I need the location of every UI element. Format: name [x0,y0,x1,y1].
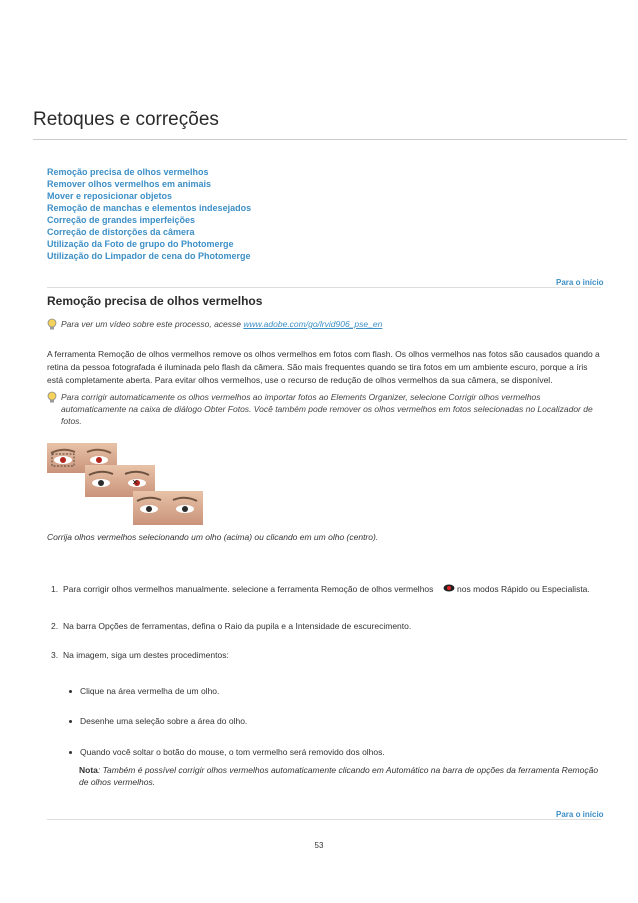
video-tip-link[interactable]: www.adobe.com/go/lrvid906_pse_en [243,319,383,329]
toc-link-large-imperfections[interactable]: Correção de grandes imperfeições [47,215,196,225]
section-divider [47,287,601,288]
list-item-text: Clique na área vermelha de um olho. [80,686,220,696]
step-text: Para corrigir olhos vermelhos manualmente. selecione a ferramenta Remoção de olhos vermelhos [63,584,434,594]
note-text: : Também é possível corrigir olhos vermelhos automaticamente clicando em Automático na barra de opções da ferramenta Remoção de olhos vermelhos. [79,765,599,787]
back-to-top-link-bottom[interactable]: Para o início [556,810,604,819]
lightbulb-icon [47,391,57,404]
step-1 [51,584,611,596]
bullet-dot [69,751,72,754]
list-item [69,716,589,726]
step-text: Na barra Opções de ferramentas, defina o Raio da pupila e a Intensidade de escurecimento. [63,621,412,631]
auto-fix-tip-text: Para corrigir automaticamente os olhos vermelhos ao importar fotos ao Elements Organizer, selecione Corrigir olhos vermelhos automaticamente na caixa de diálogo Obter Fotos. Você também pode remover os olhos vermelhos em fotos selecionadas no Localizador de fotos. [61,392,593,426]
step-number: 1. [51,584,59,594]
bullet-dot [69,720,72,723]
page-title: Retoques e correções [33,109,219,130]
note-label: Nota [79,765,98,775]
red-eye-example-image [47,443,203,525]
step-text-continued: nos modos Rápido ou Especialista. [457,584,590,594]
intro-paragraph: A ferramenta Remoção de olhos vermelhos remove os olhos vermelhos em fotos com flash. Os olhos vermelhos nas fotos são causados quando a retina da pessoa fotografada é iluminada pelo flash da câmera. São mais frequentes quando se tira fotos em um ambiente escuro, porque a íris está completamente aberta. Para evitar olhos vermelhos, use o recurso de redução de olhos vermelhos da sua câmera, se disponível. [47,349,600,385]
list-item [69,686,589,696]
back-to-top-link[interactable]: Para o início [556,278,604,287]
lightbulb-icon [47,318,57,331]
toc-link-red-eye-precise[interactable]: Remoção precisa de olhos vermelhos [47,167,209,177]
image-caption: Corrija olhos vermelhos selecionando um olho (acima) ou clicando em um olho (centro). [47,532,379,542]
list-item [69,747,589,757]
toc-link-photomerge-scene[interactable]: Utilização do Limpador de cena do Photomerge [47,251,251,261]
step-3 [51,650,611,662]
video-tip-text: Para ver um vídeo sobre este processo, acesse [61,319,244,329]
toc-link-move-objects[interactable]: Mover e reposicionar objetos [47,191,173,201]
bullet-dot [69,690,72,693]
video-tip [47,318,603,330]
step-text: Na imagem, siga um destes procedimentos: [63,650,229,660]
toc-link-red-eye-animals[interactable]: Remover olhos vermelhos em animais [47,179,212,189]
note [79,764,599,788]
auto-fix-tip [47,391,603,427]
list-item-text: Quando você soltar o botão do mouse, o tom vermelho será removido dos olhos. [80,747,385,757]
step-number: 2. [51,621,59,631]
table-of-contents [47,166,251,262]
title-divider [33,139,627,140]
toc-link-camera-distortion[interactable]: Correção de distorções da câmera [47,227,195,237]
list-item-text: Desenhe uma seleção sobre a área do olho. [80,716,248,726]
step-number: 3. [51,650,59,660]
red-eye-tool-icon [443,583,455,593]
page-number: 53 [314,841,324,850]
toc-link-remove-spots[interactable]: Remoção de manchas e elementos indesejados [47,203,252,213]
step-2 [51,621,611,633]
section-divider-bottom [47,819,601,820]
toc-link-photomerge-group[interactable]: Utilização da Foto de grupo do Photomerge [47,239,234,249]
section-heading: Remoção precisa de olhos vermelhos [47,294,263,308]
